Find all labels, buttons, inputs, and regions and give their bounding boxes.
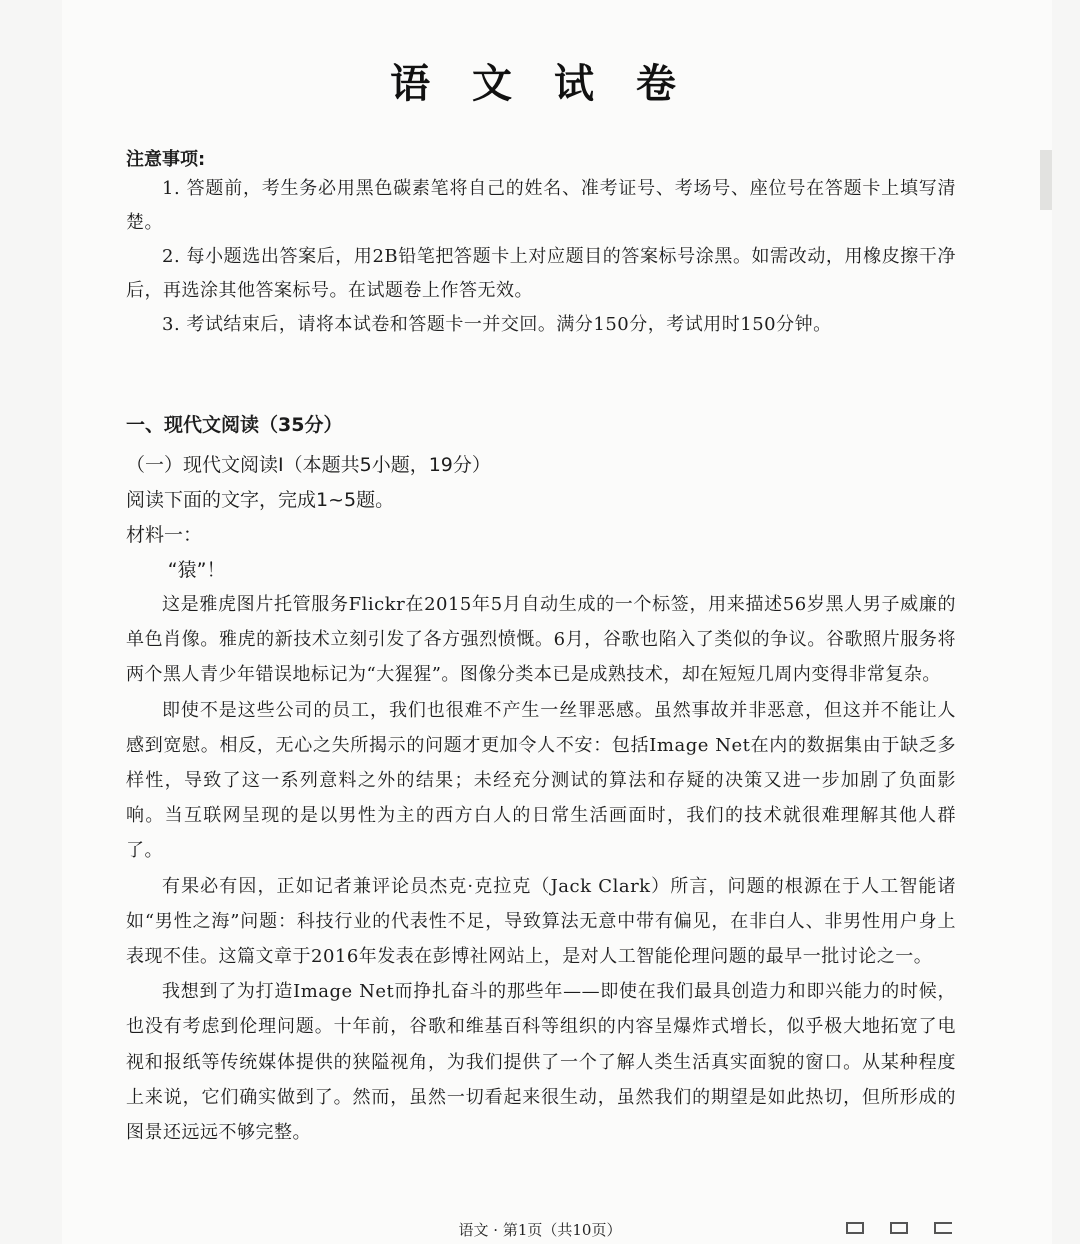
exam-title: 语 文 试 卷 <box>390 61 690 107</box>
footer-marks <box>846 1222 952 1234</box>
passage-paragraph: 这是雅虎图片托管服务Flickr在2015年5月自动生成的一个标签，用来描述56岁黑人男子威廉的单色肖像。雅虎的新技术立刻引发了各方强烈愤慨。6月，谷歌也陷入了类似的争议。谷歌照片服务将两个黑人青少年错误地标记为“大猩猩”。图像分类本已是成熟技术，却在短短几周内变得非常复杂。 <box>126 594 956 686</box>
square-mark-icon <box>890 1222 908 1234</box>
notice-item: 3. 考试结束后，请将本试卷和答题卡一并交回。满分150分，考试用时150分钟。 <box>162 314 832 335</box>
passage-paragraph: 我想到了为打造Image Net而挣扎奋斗的那些年——即使在我们最具创造力和即兴能力的时候，也没有考虑到伦理问题。十年前，谷歌和维基百科等组织的内容呈爆炸式增长，似乎极大地拓宽了电视和报纸等传统媒体提供的狭隘视角，为我们提供了一个了解人类生活真实面貌的窗口。从某种程度上来说，它们确实做到了。然而，虽然一切看起来很生动，虽然我们的期望是如此热切，但所形成的图景还远远不够完整。 <box>126 981 956 1144</box>
passage-paragraph: 有果必有因，正如记者兼评论员杰克·克拉克（Jack Clark）所言，问题的根源在于人工智能诸如“男性之海”问题：科技行业的代表性不足，导致算法无意中带有偏见，在非白人、非男性用户身上表现不佳。这篇文章于2016年发表在彭博社网站上，是对人工智能伦理问题的最早一批讨论之一。 <box>126 875 956 968</box>
reading-passage <box>126 587 956 1150</box>
section-instruction: 阅读下面的文字，完成1~5题。 <box>126 489 395 511</box>
notice-item: 1. 答题前，考生务必用黑色碳素笔将自己的姓名、准考证号、考场号、座位号在答题卡上填写清楚。 <box>126 178 956 233</box>
material-label: 材料一： <box>126 524 203 546</box>
notice-heading: 注意事项: <box>126 149 206 170</box>
section-intro <box>126 448 956 588</box>
page-edge-mark <box>1040 150 1052 210</box>
notice-list <box>126 172 956 342</box>
section-subheading: （一）现代文阅读Ⅰ（本题共5小题，19分） <box>126 454 491 476</box>
square-mark-icon <box>846 1222 864 1234</box>
passage-paragraph: 即使不是这些公司的员工，我们也很难不产生一丝罪恶感。虽然事故并非恶意，但这并不能让人感到宽慰。相反，无心之失所揭示的问题才更加令人不安：包括Image Net在内的数据集由于缺乏多样性，导致了这一系列意料之外的结果；未经充分测试的算法和存疑的决策又进一步加剧了负面影响。当互联网呈现的是以男性为主的西方白人的日常生活画面时，我们的技术就很难理解其他人群了。 <box>126 699 956 862</box>
page-footer: 语文 · 第1页（共10页） <box>458 1221 622 1239</box>
bracket-mark-icon <box>934 1222 952 1234</box>
material-quote: “猿”！ <box>167 559 226 581</box>
section-heading: 一、现代文阅读（35分） <box>126 414 343 436</box>
notice-item: 2. 每小题选出答案后，用2B铅笔把答题卡上对应题目的答案标号涂黑。如需改动，用橡皮擦干净后，再选涂其他答案标号。在试题卷上作答无效。 <box>126 246 956 301</box>
